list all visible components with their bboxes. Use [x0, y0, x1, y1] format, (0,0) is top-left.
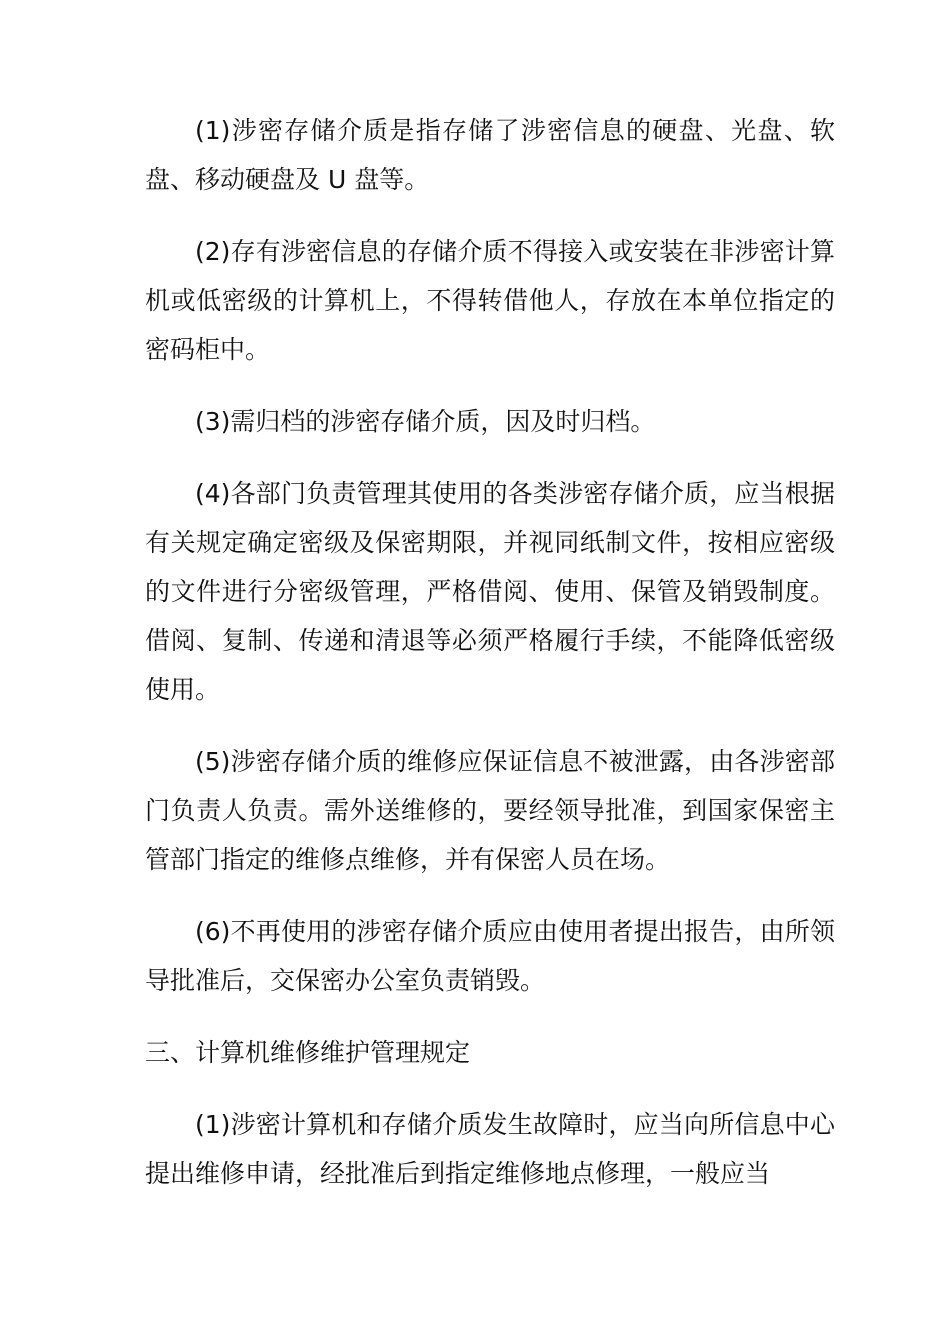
paragraph-6: (6)不再使用的涉密存储介质应由使用者提出报告，由所领导批准后，交保密办公室负责销毁。 [145, 917, 835, 995]
paragraph-2: (2)存有涉密信息的存储介质不得接入或安装在非涉密计算机或低密级的计算机上，不得转借他人，存放在本单位指定的密码柜中。 [145, 237, 835, 364]
section-paragraph-1: (1)涉密计算机和存储介质发生故障时，应当向所信息中心提出维修申请，经批准后到指定维修地点修理，一般应当 [145, 1110, 835, 1188]
document-page [145, 106, 835, 1221]
section-heading: 三、计算机维修维护管理规定 [145, 1038, 471, 1067]
paragraph-5: (5)涉密存储介质的维修应保证信息不被泄露，由各涉密部门负责人负责。需外送维修的，要经领导批准，到国家保密主管部门指定的维修点维修，并有保密人员在场。 [145, 747, 835, 874]
paragraph-3: (3)需归档的涉密存储介质，因及时归档。 [195, 407, 656, 436]
paragraph-1: (1)涉密存储介质是指存储了涉密信息的硬盘、光盘、软盘、移动硬盘及 U 盘等。 [145, 116, 835, 194]
paragraph-4: (4)各部门负责管理其使用的各类涉密存储介质，应当根据有关规定确定密级及保密期限，并视同纸制文件，按相应密级的文件进行分密级管理，严格借阅、使用、保管及销毁制度。借阅、复制、传递和清退等必须严格履行手续，不能降低密级使用。 [145, 479, 835, 704]
